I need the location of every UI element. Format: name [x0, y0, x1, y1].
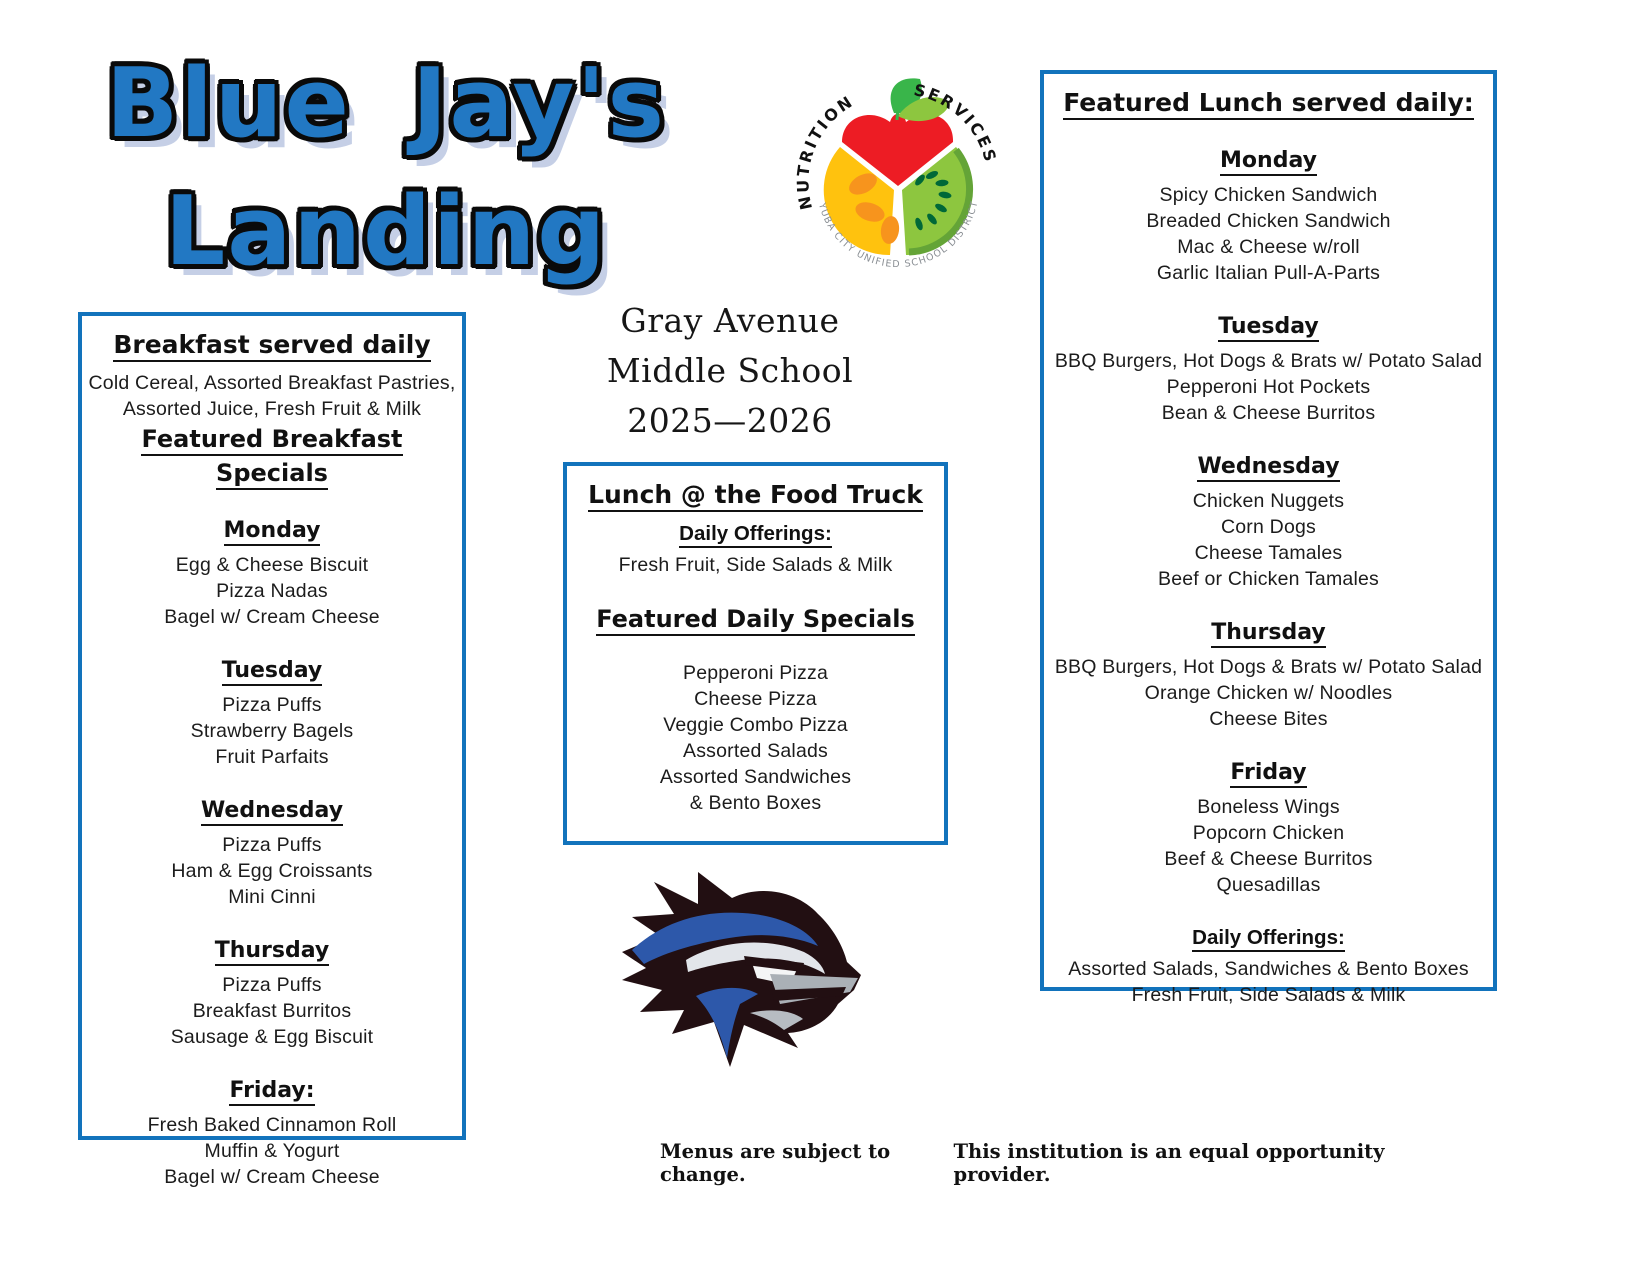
- featured-lunch-title: Featured Lunch served daily:: [1044, 86, 1493, 120]
- menu-item: Breaded Chicken Sandwich: [1146, 210, 1391, 232]
- footer-note-menus: Menus are subject to change.: [660, 1140, 891, 1186]
- lunch-day-friday: [1044, 758, 1493, 898]
- breakfast-box-title: Breakfast served daily: [82, 328, 462, 362]
- logo-text-services: SERVICES: [912, 80, 1001, 166]
- daily-offerings-item: Fresh Fruit, Side Salads & Milk: [618, 554, 893, 576]
- menu-item: Egg & Cheese Biscuit: [175, 554, 369, 576]
- day-heading: Wednesday: [82, 796, 462, 826]
- lunch-daily-offerings: [1044, 924, 1493, 1008]
- menu-item: Fresh Baked Cinnamon Roll: [147, 1114, 397, 1136]
- menu-item: Cheese Tamales: [1194, 542, 1343, 564]
- menu-item: Bagel w/ Cream Cheese: [164, 1166, 380, 1188]
- daily-offerings-item: Assorted Salads, Sandwiches & Bento Boxes: [1068, 958, 1469, 980]
- featured-lunch-box: [1040, 70, 1497, 1006]
- menu-item: Pizza Puffs: [222, 694, 322, 716]
- menu-item: Pepperoni Pizza: [682, 662, 828, 684]
- daily-offerings-title: Daily Offerings:: [567, 520, 944, 548]
- menu-item: Chicken Nuggets: [1192, 490, 1345, 512]
- day-heading: Tuesday: [82, 656, 462, 686]
- menu-item: Veggie Combo Pizza: [663, 714, 848, 736]
- menu-item: Pizza Nadas: [216, 580, 328, 602]
- lunch-day-wednesday: [1044, 452, 1493, 592]
- school-name-line1: Gray Avenue: [620, 301, 840, 340]
- breakfast-day-tuesday: [82, 656, 462, 770]
- food-truck-title: Lunch @ the Food Truck: [567, 478, 944, 512]
- menu-item: Ham & Egg Croissants: [171, 860, 373, 882]
- breakfast-day-wednesday: [82, 796, 462, 910]
- food-truck-items: [567, 660, 944, 816]
- lunch-day-monday: [1044, 146, 1493, 286]
- menu-item: Spicy Chicken Sandwich: [1159, 184, 1378, 206]
- blue-jay-mascot: [602, 862, 864, 1067]
- menu-item: Pepperoni Hot Pockets: [1166, 376, 1371, 398]
- mascot-outline: [622, 872, 861, 1067]
- logo-text-district: YUBA CITY UNIFIED SCHOOL DISTRICT: [816, 199, 981, 271]
- menu-item: Cheese Pizza: [694, 688, 817, 710]
- menu-item: Breakfast Burritos: [192, 1000, 352, 1022]
- menu-item: Bean & Cheese Burritos: [1161, 402, 1376, 424]
- featured-daily-specials-title: Featured Daily Specials: [567, 604, 944, 634]
- footer: [660, 1140, 1440, 1186]
- menu-item: Fruit Parfaits: [215, 746, 329, 768]
- day-heading: Thursday: [1044, 618, 1493, 648]
- lunch-day-tuesday: [1044, 312, 1493, 426]
- breakfast-day-thursday: [82, 936, 462, 1050]
- day-heading: Monday: [1044, 146, 1493, 176]
- day-heading: Tuesday: [1044, 312, 1493, 342]
- menu-item: Pizza Puffs: [222, 834, 322, 856]
- menu-item: Beef & Cheese Burritos: [1164, 848, 1373, 870]
- breakfast-daily-item: Cold Cereal, Assorted Breakfast Pastries,: [88, 372, 456, 394]
- breakfast-daily-item: Assorted Juice, Fresh Fruit & Milk: [122, 398, 422, 420]
- food-truck-box: [563, 462, 948, 845]
- breakfast-specials-title: Featured Breakfast Specials: [82, 422, 462, 490]
- menu-item: Garlic Italian Pull-A-Parts: [1156, 262, 1381, 284]
- menu-item: BBQ Burgers, Hot Dogs & Brats w/ Potato Salad: [1054, 656, 1483, 678]
- menu-item: Sausage & Egg Biscuit: [170, 1026, 374, 1048]
- menu-item: Quesadillas: [1216, 874, 1321, 896]
- school-name-line2: Middle School: [606, 351, 854, 390]
- menu-item: & Bento Boxes: [689, 792, 822, 814]
- daily-offerings-item: Fresh Fruit, Side Salads & Milk: [1131, 984, 1406, 1006]
- day-heading: Monday: [82, 516, 462, 546]
- menu-item: Orange Chicken w/ Noodles: [1144, 682, 1393, 704]
- breakfast-day-friday: [82, 1076, 462, 1190]
- school-name: [530, 296, 930, 446]
- menu-item: Assorted Salads: [683, 740, 828, 762]
- breakfast-day-monday: [82, 516, 462, 630]
- menu-item: Corn Dogs: [1220, 516, 1316, 538]
- page-title-line1: Blue Jay's: [105, 49, 667, 159]
- menu-item: Cheese Bites: [1209, 708, 1328, 730]
- menu-item: Mini Cinni: [228, 886, 316, 908]
- menu-item: Strawberry Bagels: [190, 720, 354, 742]
- menu-item: Muffin & Yogurt: [204, 1140, 340, 1162]
- menu-item: Popcorn Chicken: [1192, 822, 1345, 844]
- menu-item: Assorted Sandwiches: [659, 766, 852, 788]
- lunch-day-thursday: [1044, 618, 1493, 732]
- day-heading: Friday:: [82, 1076, 462, 1106]
- page-title: [50, 40, 722, 296]
- nutrition-services-logo: [793, 78, 1003, 290]
- footer-note-provider: This institution is an equal opportunity provider.: [953, 1140, 1385, 1186]
- logo-text-nutrition: NUTRITION: [793, 91, 858, 212]
- menu-item: Mac & Cheese w/roll: [1177, 236, 1360, 258]
- page-title-line2: Landing: [164, 177, 608, 287]
- day-heading: Thursday: [82, 936, 462, 966]
- menu-item: Boneless Wings: [1197, 796, 1340, 818]
- menu-item: Beef or Chicken Tamales: [1157, 568, 1379, 590]
- menu-item: Bagel w/ Cream Cheese: [164, 606, 380, 628]
- school-year: 2025—2026: [627, 401, 833, 440]
- breakfast-box: [78, 312, 466, 1188]
- day-heading: Friday: [1044, 758, 1493, 788]
- daily-offerings-title: Daily Offerings:: [1044, 924, 1493, 952]
- day-heading: Wednesday: [1044, 452, 1493, 482]
- menu-item: BBQ Burgers, Hot Dogs & Brats w/ Potato Salad: [1054, 350, 1483, 372]
- menu-item: Pizza Puffs: [222, 974, 322, 996]
